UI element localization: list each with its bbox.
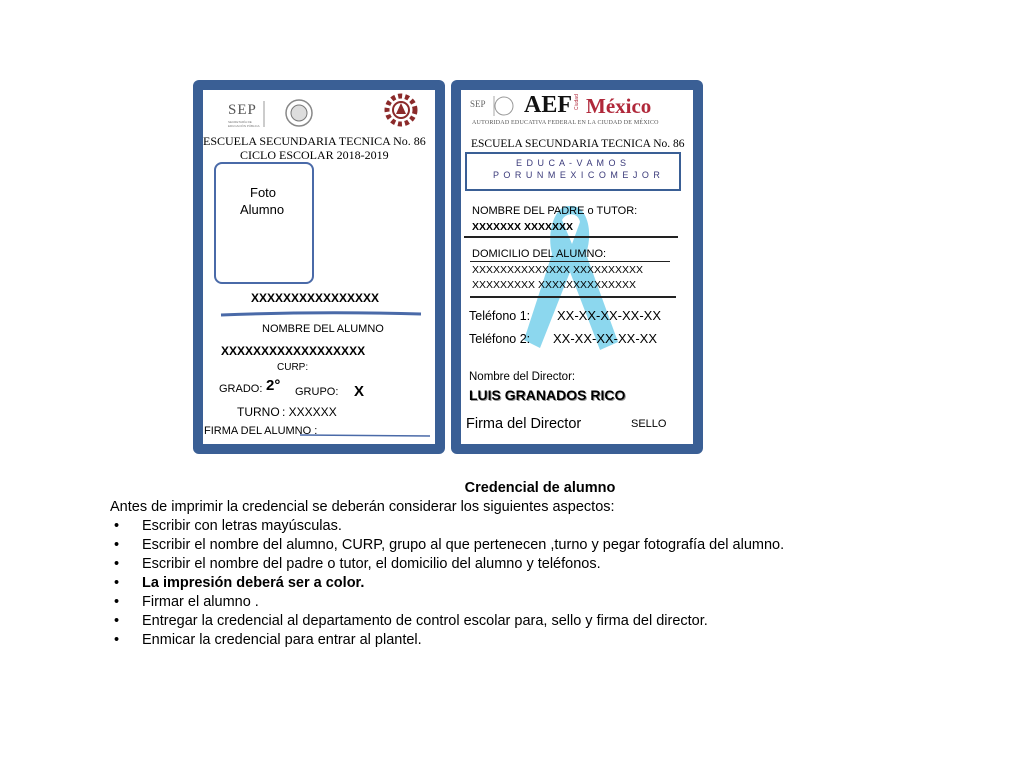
photo-label-line2: Alumno (240, 202, 285, 217)
instruction-item: • La impresión deberá ser a color. (114, 575, 365, 591)
photo-label-line1: Foto (250, 185, 277, 200)
front-school-name: ESCUELA SECUNDARIA TECNICA No. 86 (203, 134, 426, 148)
name-placeholder: XXXXXXXXXXXXXXXX (251, 291, 380, 305)
address-underline (470, 296, 676, 298)
aef-logo-ciudad: Ciudad (574, 94, 580, 110)
instructions-section (110, 479, 910, 650)
director-name: LUIS GRANADOS RICO (469, 387, 626, 403)
student-signature-label: FIRMA DEL ALUMNO : (204, 425, 318, 437)
motto-line1: E D U C A - V A M O S (516, 158, 628, 168)
student-name-label: NOMBRE DEL ALUMNO (262, 323, 384, 335)
school-gear-logo (381, 93, 421, 127)
shift-label: TURNO (237, 405, 280, 419)
group-label: GRUPO: (295, 386, 339, 398)
address-label-underline (470, 261, 670, 262)
bullet: • (114, 518, 120, 534)
sep-logo-subtext: SECRETARÍA DE EDUCACIÓN PÚBLICA (228, 120, 260, 128)
instructions-intro: Antes de imprimir la credencial se deberán considerar los siguientes aspectos: (110, 499, 615, 515)
parent-underline (464, 236, 678, 238)
director-label: Nombre del Director: (469, 371, 576, 383)
address-label: DOMICILIO DEL ALUMNO: (472, 248, 607, 260)
phone1-value: XX-XX-XX-XX-XX (557, 308, 662, 323)
director-signature-label: Firma del Director (466, 416, 582, 432)
bullet: • (114, 537, 120, 553)
instructions-title: Credencial de alumno (464, 480, 616, 496)
seal-label: SELLO (631, 418, 667, 430)
parent-value: XXXXXXX XXXXXXX (472, 221, 573, 233)
grade-value: 2° (266, 377, 281, 394)
bullet: • (114, 556, 120, 572)
motto-line2: P O R U N M E X I C O M E J O R (493, 170, 661, 180)
instruction-item: • Escribir con letras mayúsculas. (114, 518, 342, 534)
sep-small-logo-text: SEP (470, 99, 486, 109)
bullet: • (114, 632, 120, 648)
signature-line (300, 432, 432, 438)
bullet: • (114, 575, 120, 591)
sep-logo-text: SEP (228, 102, 257, 118)
student-name-value: XXXXXXXXXXXXXXXXXX (221, 344, 366, 358)
phone2-label: Teléfono 2: (469, 332, 531, 346)
shift-value: : XXXXXX (282, 405, 337, 419)
curp-label: CURP: (277, 362, 309, 373)
photo-placeholder (214, 162, 314, 284)
grade-label: GRADO: (219, 383, 263, 395)
school-cycle: CICLO ESCOLAR 2018-2019 (240, 148, 389, 162)
bullet: • (114, 613, 120, 629)
name-underline (219, 310, 423, 318)
aef-logo-subtext: AUTORIDAD EDUCATIVA FEDERAL EN LA CIUDAD DE MÉXICO (472, 120, 659, 126)
bullet: • (114, 594, 120, 610)
parent-label: NOMBRE DEL PADRE o TUTOR: (472, 205, 638, 217)
back-school-name: ESCUELA SECUNDARIA TECNICA No. 86 (471, 138, 685, 150)
instruction-item: • Escribir el nombre del padre o tutor, el domicilio del alumno y teléfonos. (114, 556, 601, 572)
phone1-label: Teléfono 1: (469, 309, 531, 323)
instructions-list (110, 517, 910, 650)
instruction-item: • Firmar el alumno . (114, 594, 259, 610)
aef-logo-text: AEF (524, 92, 572, 118)
group-value: X (354, 383, 365, 400)
instruction-item: • Escribir el nombre del alumno, CURP, grupo al que pertenecen ,turno y pegar fotografía del alumno. (114, 537, 785, 553)
instruction-item: • Enmicar la credencial para entrar al plantel. (114, 632, 422, 648)
address-line2: XXXXXXXXX XXXXXXXXXXXXXX (472, 279, 636, 291)
instruction-item: • Entregar la credencial al departamento de control escolar para, sello y firma del director. (114, 613, 708, 629)
phone2-value: XX-XX-XX-XX-XX (553, 331, 658, 346)
mexico-logo-text: México (586, 94, 652, 118)
address-line1: XXXXXXXXXXXXXX XXXXXXXXXX (472, 264, 643, 276)
